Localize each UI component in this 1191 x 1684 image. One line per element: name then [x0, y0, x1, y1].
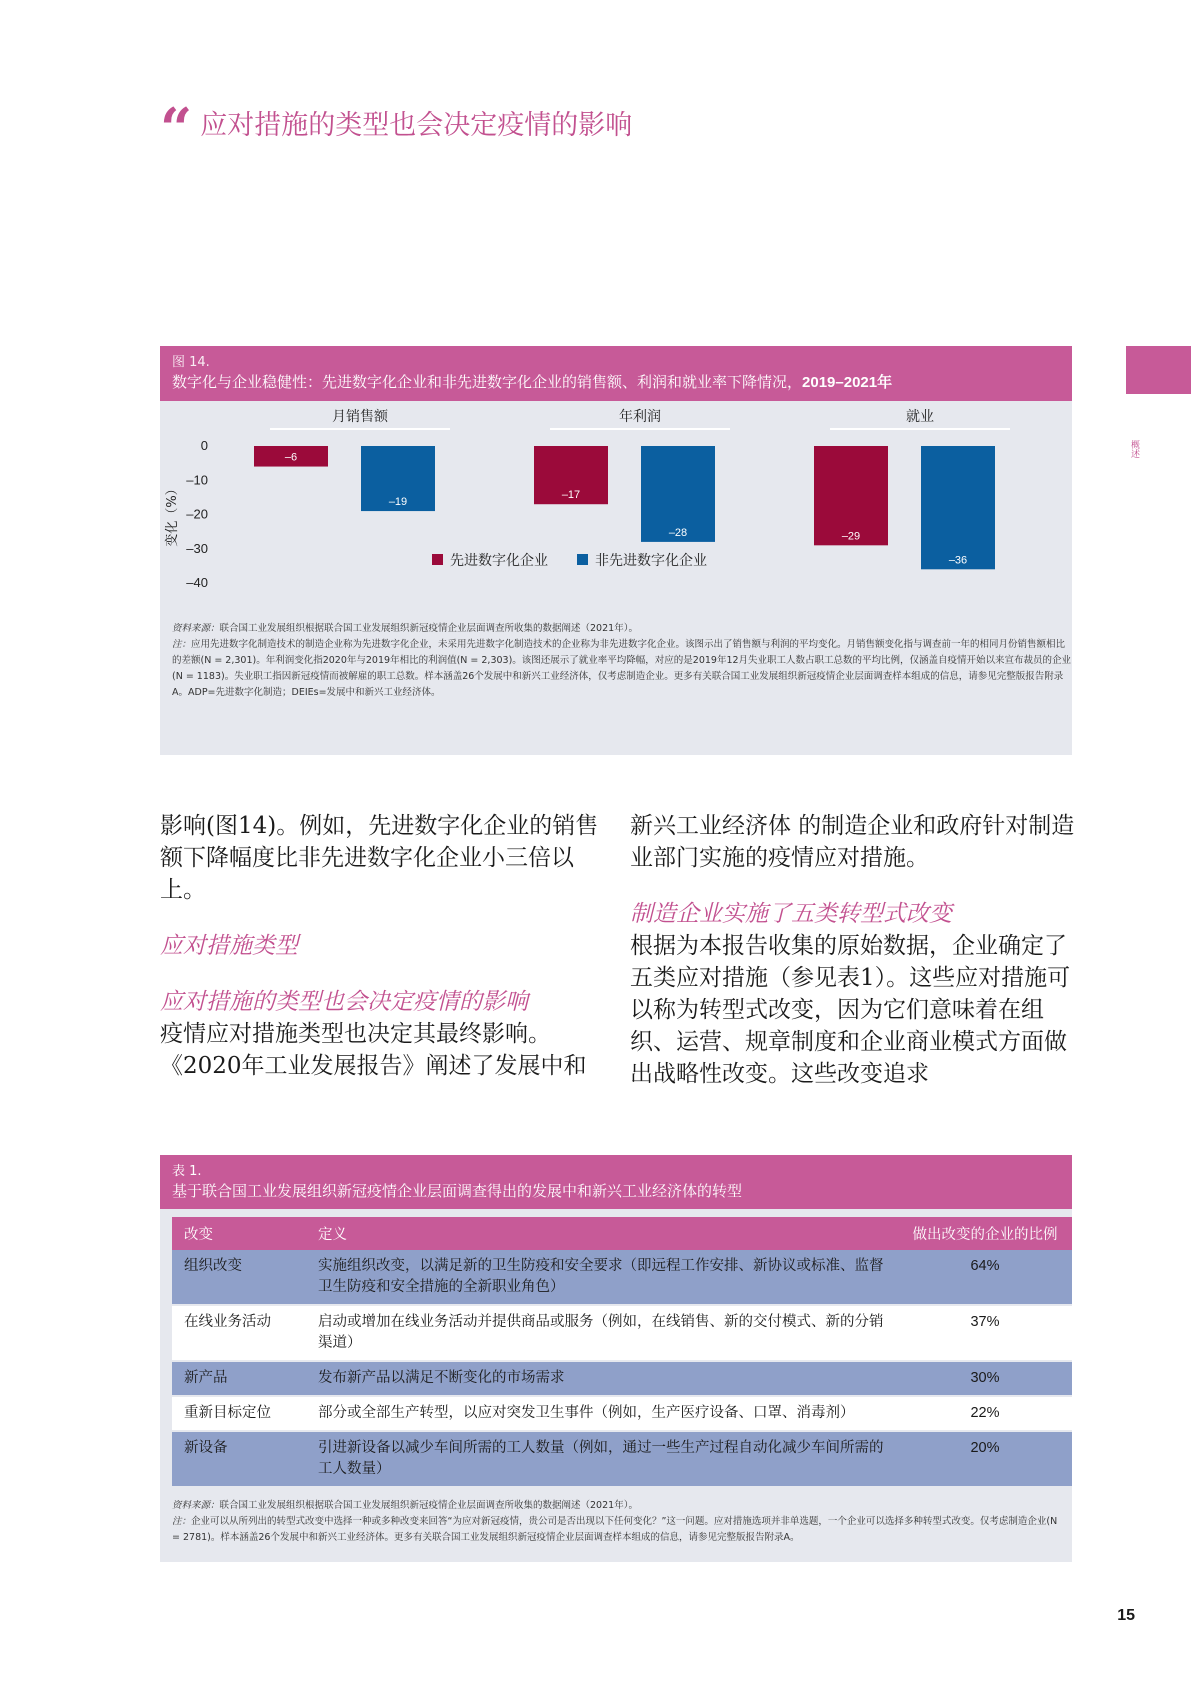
bar	[921, 446, 995, 569]
data-label: –28	[668, 526, 688, 539]
y-tick-label: 0	[200, 438, 208, 453]
legend-swatch	[432, 554, 443, 565]
page-title: 应对措施的类型也会决定疫情的影响	[200, 110, 633, 141]
figure-title	[172, 372, 1060, 393]
y-tick-label: –10	[186, 472, 208, 488]
table-header	[160, 1155, 1072, 1209]
cell-percent: 30%	[898, 1361, 1072, 1396]
cell-percent: 37%	[898, 1305, 1072, 1361]
legend-label: 先进数字化企业	[450, 553, 548, 569]
table-row	[172, 1431, 1072, 1487]
body-column-left	[160, 810, 615, 1082]
bar-chart	[160, 401, 1072, 621]
pull-quote	[160, 96, 633, 162]
column-header: 做出改变的企业的比例	[898, 1217, 1072, 1250]
figure-body	[160, 401, 1072, 755]
table-row	[172, 1250, 1072, 1305]
figure-title-years: 2019–2021年	[802, 374, 893, 391]
data-label: –19	[388, 496, 408, 509]
table-note-label: 注：	[172, 1516, 192, 1527]
cell-change: 在线业务活动	[172, 1305, 306, 1361]
subheading: 应对措施类型	[160, 933, 298, 959]
paragraph: 疫情应对措施类型也决定其最终影响。《2020年工业发展报告》阐述了发展中和	[160, 1021, 587, 1079]
data-label: –17	[561, 489, 581, 502]
figure-title-text: 数字化与企业稳健性：先进数字化企业和非先进数字化企业的销售额、利润和就业率下降情况，	[172, 373, 803, 391]
table-source-label: 资料来源：	[172, 1500, 220, 1511]
table-row	[172, 1361, 1072, 1396]
y-tick-label: –20	[186, 506, 208, 522]
y-axis-label: 变化（%）	[165, 482, 180, 547]
cell-definition: 启动或增加在线业务活动并提供商品或服务（例如，在线销售、新的交付模式、新的分销渠道）	[306, 1305, 898, 1361]
legend-swatch	[577, 554, 588, 565]
y-tick-label: –30	[186, 540, 208, 556]
cell-percent: 20%	[898, 1431, 1072, 1487]
section-label: 概述	[1129, 440, 1139, 458]
table-notes	[172, 1498, 1060, 1546]
cell-change: 新产品	[172, 1361, 306, 1396]
cell-change: 组织改变	[172, 1250, 306, 1305]
cell-definition: 发布新产品以满足不断变化的市场需求	[306, 1361, 898, 1396]
y-tick-label: –40	[186, 575, 208, 590]
table-row	[172, 1396, 1072, 1431]
table-title: 基于联合国工业发展组织新冠疫情企业层面调查得出的发展中和新兴工业经济体的转型	[172, 1182, 743, 1200]
column-header: 改变	[172, 1217, 306, 1250]
page-number: 15	[1117, 1607, 1135, 1624]
paragraph: 根据为本报告收集的原始数据，企业确定了五类应对措施（参见表1）。这些应对措施可以称为转型式改变，因为它们意味着在组织、运营、规章制度和企业商业模式方面做出战略性改变。这些改变追求	[630, 933, 1071, 1087]
table-row	[172, 1305, 1072, 1361]
table-note: 企业可以从所列出的转型式改变中选择一种或多种改变来回答“为应对新冠疫情，贵公司是否出现以下任何变化？”这一问题。应对措施选项并非单选题，一个企业可以选择多种转型式改变。仅考虑制造企业(N = 2781)。样本涵盖26个发展中和新兴工业经济体。更多有关联合国工业发展组织新冠疫情企业层面调查样本组成的信息，请参见完整版报告附录A。	[172, 1516, 1058, 1543]
cell-change: 新设备	[172, 1431, 306, 1487]
figure-note: 应用先进数字化制造技术的制造企业称为先进数字化企业，未采用先进数字化制造技术的企业称为非先进数字化企业。该图示出了销售额与利润的平均变化。月销售额变化指与调查前一年的相同月份销售额相比的差额(N = 2,301)。年利润变化指2020年与2019年相比的利润值(N = 2,303)。该图还展示了就业率平均降幅，对应的是2019年12月失业职工人数占职工总数的平均比例，仅涵盖自疫情开始以来宣布裁员的企业(N = 1183)。失业职工指因新冠疫情而被解雇的职工总数。样本涵盖26个发展中和新兴工业经济体，仅考虑制造企业。更多有关联合国工业发展组织新冠疫情企业层面调查样本组成的信息，请参见完整版报告附录A。ADP=先进数字化制造；DEIEs=发展中和新兴工业经济体。	[172, 639, 1072, 698]
figure-source-label: 资料来源：	[172, 623, 220, 634]
cell-change: 重新目标定位	[172, 1396, 306, 1431]
paragraph: 影响(图14)。例如，先进数字化企业的销售额下降幅度比非先进数字化企业小三倍以上。	[160, 813, 599, 903]
table-number: 表 1.	[172, 1164, 202, 1179]
cell-definition: 实施组织改变，以满足新的卫生防疫和安全要求（即远程工作安排、新协议或标准、监督卫生防疫和安全措施的全新职业角色）	[306, 1250, 898, 1305]
subheading: 制造企业实施了五类转型式改变	[630, 901, 952, 927]
paragraph: 新兴工业经济体 的制造企业和政府针对制造业部门实施的疫情应对措施。	[630, 813, 1075, 871]
cell-definition: 引进新设备以减少车间所需的工人数量（例如，通过一些生产过程自动化减少车间所需的工人数量）	[306, 1431, 898, 1487]
category-label: 年利润	[619, 409, 661, 425]
body-column-right	[630, 810, 1085, 1090]
cell-percent: 64%	[898, 1250, 1072, 1305]
category-label: 月销售额	[332, 409, 388, 425]
column-header: 定义	[306, 1217, 898, 1250]
category-label: 就业	[906, 409, 934, 425]
data-label: –6	[284, 451, 298, 464]
table-body	[160, 1209, 1072, 1562]
table-source: 联合国工业发展组织根据联合国工业发展组织新冠疫情企业层面调查所收集的数据阐述（2021年）。	[219, 1500, 638, 1511]
cell-definition: 部分或全部生产转型，以应对突发卫生事件（例如，生产医疗设备、口罩、消毒剂）	[306, 1396, 898, 1431]
data-table	[172, 1217, 1072, 1488]
figure-source: 联合国工业发展组织根据联合国工业发展组织新冠疫情企业层面调查所收集的数据阐述（2021年）。	[219, 623, 638, 634]
figure-14	[160, 346, 1072, 755]
table-1	[160, 1155, 1072, 1562]
section-tab	[1126, 346, 1191, 394]
figure-notes	[172, 621, 1072, 701]
data-label: –29	[841, 530, 861, 543]
legend-label: 非先进数字化企业	[595, 553, 707, 569]
figure-number: 图 14.	[172, 355, 210, 370]
cell-percent: 22%	[898, 1396, 1072, 1431]
quote-mark-icon: “	[160, 96, 193, 162]
figure-header	[160, 346, 1072, 401]
figure-note-label: 注：	[172, 639, 192, 650]
data-label: –36	[948, 554, 968, 567]
subheading: 应对措施的类型也会决定疫情的影响	[160, 989, 528, 1015]
